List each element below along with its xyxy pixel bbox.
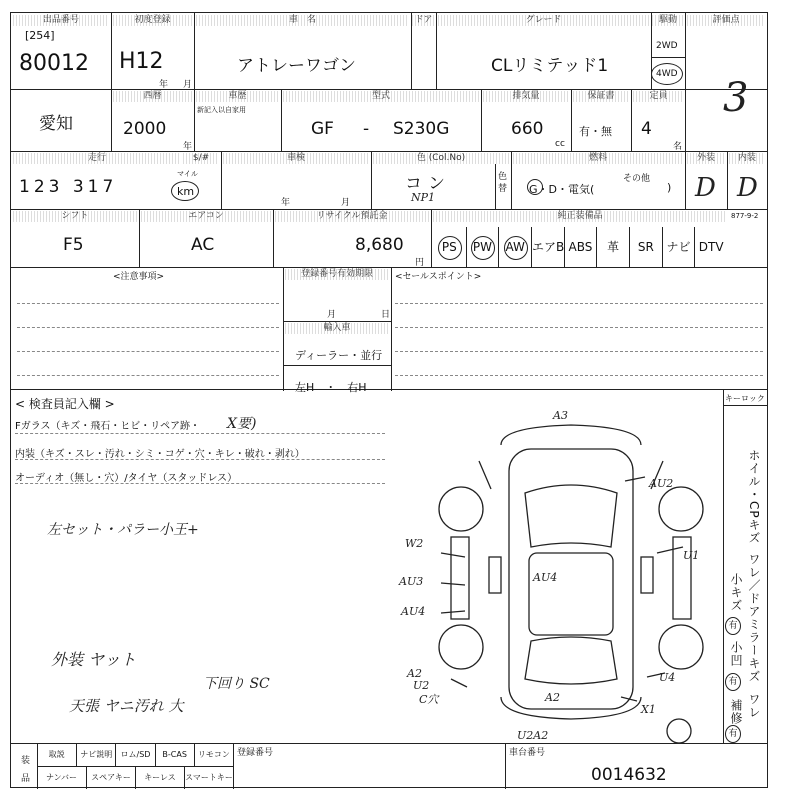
year-label: 西暦	[113, 91, 192, 102]
inspector-title: < 検査員記入欄 >	[15, 397, 115, 411]
fuel-close: )	[667, 181, 672, 194]
drive-divider	[651, 57, 685, 58]
auction-sheet	[10, 12, 768, 788]
inspector-audio: オーディオ（無し・穴）/タイヤ（スタッドレス）	[15, 473, 238, 484]
history-label: 車歴	[196, 91, 279, 102]
col-divider	[194, 13, 195, 89]
car-damage-diagram	[399, 397, 721, 743]
col-divider	[511, 151, 512, 209]
import-label: 輸入車	[285, 323, 389, 334]
cell-divider	[723, 405, 767, 406]
exhibit-number: 80012	[19, 51, 89, 76]
mark-roof: AU4	[533, 571, 558, 584]
capacity-label: 定員	[633, 91, 684, 102]
capacity: 4	[641, 119, 652, 139]
equipment-item: ABS	[564, 227, 597, 267]
exterior-label: 外装	[687, 153, 725, 164]
side-small-scratch: 小キズ	[729, 573, 743, 612]
note-line	[17, 303, 279, 304]
equipment-item: PS	[441, 240, 457, 254]
accessory-item: ロム/SD	[115, 743, 154, 766]
front-bumper	[501, 425, 641, 445]
footer-label-2: 品	[21, 774, 31, 784]
col-divider	[281, 89, 282, 151]
equipment-item: PW	[466, 227, 499, 267]
col-divider	[727, 151, 728, 209]
accessory-item: スペアキー	[86, 766, 135, 789]
door-label: ドア	[412, 15, 435, 26]
import-value: ディーラー・並行	[295, 349, 383, 362]
mark-left-pillar: W2	[405, 537, 424, 550]
accessory-item: ナンバー	[45, 773, 78, 782]
warranty: 有・無	[579, 125, 612, 138]
col-divider	[111, 89, 112, 151]
inspector-glass-mark: X要)	[227, 416, 257, 432]
mark-circle-1: 有	[725, 617, 741, 635]
col-divider	[111, 13, 112, 89]
inspector-line	[15, 433, 385, 434]
fuel: G・D・電気(	[529, 183, 595, 196]
reg-day: 日	[381, 310, 391, 320]
col-divider	[371, 151, 372, 209]
mark-left-rear-2: U2	[413, 679, 430, 692]
left-door	[489, 557, 501, 593]
inspector-line	[15, 459, 385, 460]
chassis-number: 0014632	[591, 765, 667, 785]
mileage: 123 317	[19, 177, 118, 197]
row-divider	[11, 209, 767, 210]
mark-left-front-door: AU3	[399, 575, 424, 588]
car-body	[509, 449, 633, 709]
accessory-item: 取説	[48, 750, 65, 759]
grade: CLリミテッド1	[491, 56, 609, 76]
warranty-label: 保証書	[573, 91, 629, 102]
drive-4wd: 4WD	[656, 69, 678, 79]
year-unit: 年	[159, 80, 169, 90]
inspection-year-unit: 年	[281, 198, 291, 208]
exhibit-no-bracket: [254]	[25, 29, 55, 42]
reg-expiry-label: 登録番号有効期限	[285, 269, 389, 280]
col-divider	[571, 89, 572, 151]
sales-point-label: <セールスポイント>	[395, 272, 482, 282]
equipment-item: DTV	[694, 227, 727, 267]
drive-4wd-circle	[651, 63, 683, 85]
equipment-item: エアB	[531, 227, 564, 267]
col-divider	[631, 89, 632, 151]
mark-left-rear-hole: C穴	[419, 693, 439, 706]
handwritten-note-3: 天張 ヤニ汚れ 大	[69, 697, 184, 715]
month-unit: 月	[183, 80, 193, 90]
ac: AC	[191, 235, 215, 255]
mark-circle-2: 有	[725, 673, 741, 691]
right-door	[641, 557, 653, 593]
col-divider	[723, 389, 724, 743]
rear-window	[525, 637, 617, 684]
mark-rear-gate: A2	[545, 691, 560, 704]
reg-number-label: 登録番号	[237, 748, 274, 758]
equipment-item: SR	[629, 227, 662, 267]
mileage-mile: マイル	[177, 170, 198, 178]
interior-label: 内装	[729, 153, 765, 164]
col-divider	[685, 151, 686, 209]
interior-grade: D	[737, 173, 758, 203]
spare-tire	[667, 719, 691, 743]
mark-right-fender: AU2	[649, 477, 674, 490]
side-small-dent: 小凹	[729, 641, 743, 667]
accessory-item: スマートキー	[184, 766, 233, 789]
equipment-item: 革	[596, 227, 629, 267]
model-label: 型式	[283, 91, 479, 102]
year-unit-2: 年	[183, 142, 193, 152]
score: 3	[723, 75, 749, 121]
steering: 左H ・ 右H	[295, 381, 367, 394]
car-name-label: 車 名	[196, 15, 409, 26]
reg-month: 月	[327, 310, 337, 320]
mark-right-rear: U4	[659, 671, 676, 684]
accessory-item: キーレス	[135, 766, 184, 789]
wheel-rear-right	[659, 625, 703, 669]
car-name: アトレーワゴン	[237, 56, 356, 76]
footer-label-1: 装	[21, 756, 31, 766]
score-label: 評価点	[687, 15, 765, 26]
displacement: 660	[511, 119, 544, 139]
equipment-note: 877-9-2	[731, 212, 759, 220]
mileage-km: km	[177, 185, 195, 198]
model-prefix: GF	[311, 119, 334, 139]
fuel-g-circle	[527, 179, 543, 195]
note-line	[395, 375, 763, 376]
mark-circle-3: 有	[725, 725, 741, 743]
windshield	[525, 485, 617, 547]
wheel-rear-left	[439, 625, 483, 669]
ac-label: エアコン	[141, 211, 271, 222]
roof	[529, 553, 613, 635]
side-repair: 補修	[729, 699, 743, 725]
col-divider	[481, 89, 482, 151]
inspector-glass: Fガラス（キズ・飛石・ヒビ・リペア跡・	[15, 421, 201, 432]
col-divider	[436, 13, 437, 89]
equipment-item: AW	[498, 227, 531, 267]
note-line	[17, 327, 279, 328]
inspector-interior: 内装（キズ・スレ・汚れ・シミ・コゲ・穴・キレ・破れ・剥れ）	[15, 449, 305, 460]
equipment-item: ナビ	[662, 227, 695, 267]
mark-left-rear-door: AU4	[401, 605, 426, 618]
first-registration: H12	[119, 49, 164, 74]
color: コン	[405, 174, 451, 194]
recycle-unit: 円	[415, 258, 425, 268]
capacity-unit: 名	[673, 142, 683, 152]
history-note: 新記入以自家用	[197, 106, 246, 114]
note-line	[395, 351, 763, 352]
note-line	[17, 375, 279, 376]
side-note-1: ホイル・CPキズ	[747, 449, 761, 545]
recycle-label: リサイクル預託金	[275, 211, 429, 222]
mileage-label: 走行	[13, 153, 181, 164]
shift: F5	[63, 235, 84, 255]
mark-left-rear: A2	[407, 667, 422, 680]
equipment-circle	[471, 236, 495, 260]
key-lock-label: キーロック	[725, 394, 765, 403]
displacement-label: 排気量	[483, 91, 569, 102]
mark-right-door: U1	[683, 549, 700, 562]
note-line	[395, 303, 763, 304]
col-divider	[273, 209, 274, 267]
location: 愛知	[39, 114, 73, 134]
recycle-fee: 8,680	[355, 235, 404, 255]
damage-leader-lines	[441, 477, 683, 701]
grade-label: グレード	[438, 15, 649, 26]
row-divider	[11, 89, 767, 90]
accessory-item: B-CAS	[155, 743, 194, 766]
drive-2wd: 2WD	[656, 41, 678, 51]
row-divider	[11, 389, 767, 390]
inspector-line	[15, 483, 385, 484]
row-divider	[11, 151, 767, 152]
shift-label: シフト	[13, 211, 137, 222]
col-divider	[505, 743, 506, 789]
left-side-panel	[451, 537, 469, 619]
model-dash: -	[363, 119, 370, 139]
exhibit-label: 出品番号	[13, 15, 109, 26]
note-line	[395, 327, 763, 328]
accessory-item: ナビ説明	[76, 743, 115, 766]
color-no: NP1	[411, 191, 436, 204]
drive-label: 駆動	[652, 15, 684, 26]
inspection-month-unit: 月	[341, 198, 351, 208]
mark-rear-right-corner: X1	[641, 703, 656, 716]
handwritten-note-2: 外装 ヤット	[51, 650, 137, 669]
row-divider	[11, 267, 767, 268]
col-divider	[233, 743, 234, 789]
wheel-front-right	[659, 487, 703, 531]
col-divider	[139, 209, 140, 267]
col-divider	[685, 13, 686, 89]
model-year: 2000	[123, 119, 167, 139]
cell-divider	[283, 365, 391, 366]
chassis-label: 車台番号	[509, 748, 546, 758]
accessory-item: リモコン	[194, 743, 233, 766]
handwritten-note-1: 左セット・パラー小王+	[47, 522, 199, 538]
col-divider	[221, 151, 222, 209]
mark-front-bumper: A3	[553, 409, 568, 422]
color-label: 色 (Col.No)	[373, 153, 509, 164]
side-note-2: ワレ／ドアミラーキズ	[747, 553, 761, 683]
col-divider	[283, 267, 284, 391]
rear-bumper	[501, 697, 641, 719]
equipment-label: 純正装備品	[433, 211, 727, 222]
col-divider	[431, 209, 432, 267]
note-line	[17, 351, 279, 352]
displacement-unit: cc	[555, 139, 565, 149]
model-code: S230G	[393, 119, 450, 139]
fuel-other: その他	[623, 174, 651, 184]
equipment-circle	[504, 236, 528, 260]
fuel-label: 燃料	[513, 153, 683, 164]
wheel-front-left	[439, 487, 483, 531]
first-reg-label: 初度登録	[113, 15, 192, 26]
color-change-label: 色替	[498, 172, 508, 194]
mileage-unit-label: $/#	[183, 153, 219, 164]
inspection-label: 車検	[223, 153, 369, 164]
side-note-3: ワレ	[747, 693, 761, 719]
col-divider	[685, 89, 686, 151]
caution-label: <注意事項>	[113, 272, 165, 282]
col-divider	[194, 89, 195, 151]
km-circle	[171, 181, 199, 201]
handwritten-note-4: 下回り SC	[203, 676, 270, 692]
cell-divider	[283, 321, 391, 322]
col-divider	[495, 163, 496, 209]
exterior-grade: D	[695, 173, 716, 203]
col-divider	[391, 267, 392, 391]
mark-rear-bumper: U2A2	[517, 729, 549, 742]
